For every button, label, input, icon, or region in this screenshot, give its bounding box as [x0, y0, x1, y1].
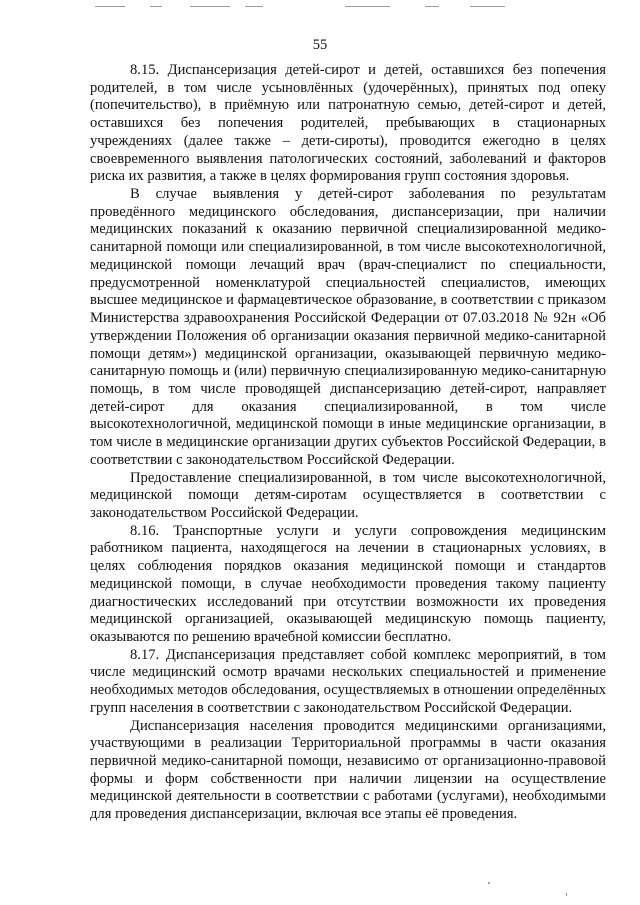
paragraph-8-16: 8.16. Транспортные услуги и услуги сопровождения медицинским работником пациента, находящегося на лечении в стационарных условиях, в целях соблюдения порядков оказания медицинской помощи и стандартов медицинской помощи, в случае необходимости проведения такому пациенту диагностических исследований при отсутствии возможности их проведения медицинской организацией, оказывающей медицинскую помощь пациенту, оказываются по решению врачебной комиссии бесплатно.: [90, 522, 606, 645]
paragraph-specialized-care: Предоставление специализированной, в том числе высокотехнологичной, медицинской помощи детям-сиротам осуществляется в соответствии с законодательством Российской Федерации.: [90, 469, 606, 521]
scan-speck: [488, 882, 490, 884]
document-body: [90, 62, 606, 824]
paragraph-8-15: 8.15. Диспансеризация детей-сирот и детей, оставшихся без попечения родителей, в том числе усыновлённых (удочерённых), принятых под опеку (попечительство), в приёмную или патронатную семью, детей-сирот и детей, оставшихся без попечения родителей, пребывающих в стационарных учреждениях (далее также – дети-сироты), проводится ежегодно в целях своевременного выявления патологических состояний, заболеваний и факторов риска их развития, а также в целях формирования групп состояния здоровья.: [90, 62, 606, 185]
scan-artifact-marks: [95, 6, 515, 10]
scan-speck: [566, 893, 567, 896]
paragraph-8-17: 8.17. Диспансеризация представляет собой комплекс мероприятий, в том числе медицинский осмотр врачами нескольких специальностей и применение необходимых методов обследования, осуществляемых в отношении определённых групп населения в соответствии с законодательством Российской Федерации.: [90, 646, 606, 716]
paragraph-population-screening: Диспансеризация населения проводится медицинскими организациями, участвующими в реализации Территориальной программы в части оказания первичной медико-санитарной помощи, независимо от организационно-правовой формы и форм собственности при наличии лицензии на осуществление медицинской деятельности в соответствии с работами (услугами), необходимыми для проведения диспансеризации, включая все этапы её проведения.: [90, 717, 606, 823]
paragraph-orphans-referral: В случае выявления у детей-сирот заболевания по результатам проведённого медицинского обследования, диспансеризации, при наличии медицинских показаний к оказанию первичной специализированной медико-санитарной помощи или специализированной, в том числе высокотехнологичной, медицинской помощи лечащий врач (врач-специалист по специальности, предусмотренной номенклатурой специальностей специалистов, имеющих высшее медицинское и фармацевтическое образование, в соответствии с приказом Министерства здравоохранения Российской Федерации от 07.03.2018 № 92н «Об утверждении Положения об организации оказания первичной медико-санитарной помощи детям») медицинской организации, оказывающей первичную медико-санитарную помощь и (или) первичную специализированную медико-санитарную помощь, в том числе проводящей диспансеризацию детей-сирот, направляет детей-сирот для оказания специализированной, в том числе высокотехнологичной, медицинской помощи в иные медицинские организации, в том числе в медицинские организации других субъектов Российской Федерации, в соответствии с законодательством Российской Федерации.: [90, 186, 606, 468]
page-number: 55: [312, 37, 328, 53]
